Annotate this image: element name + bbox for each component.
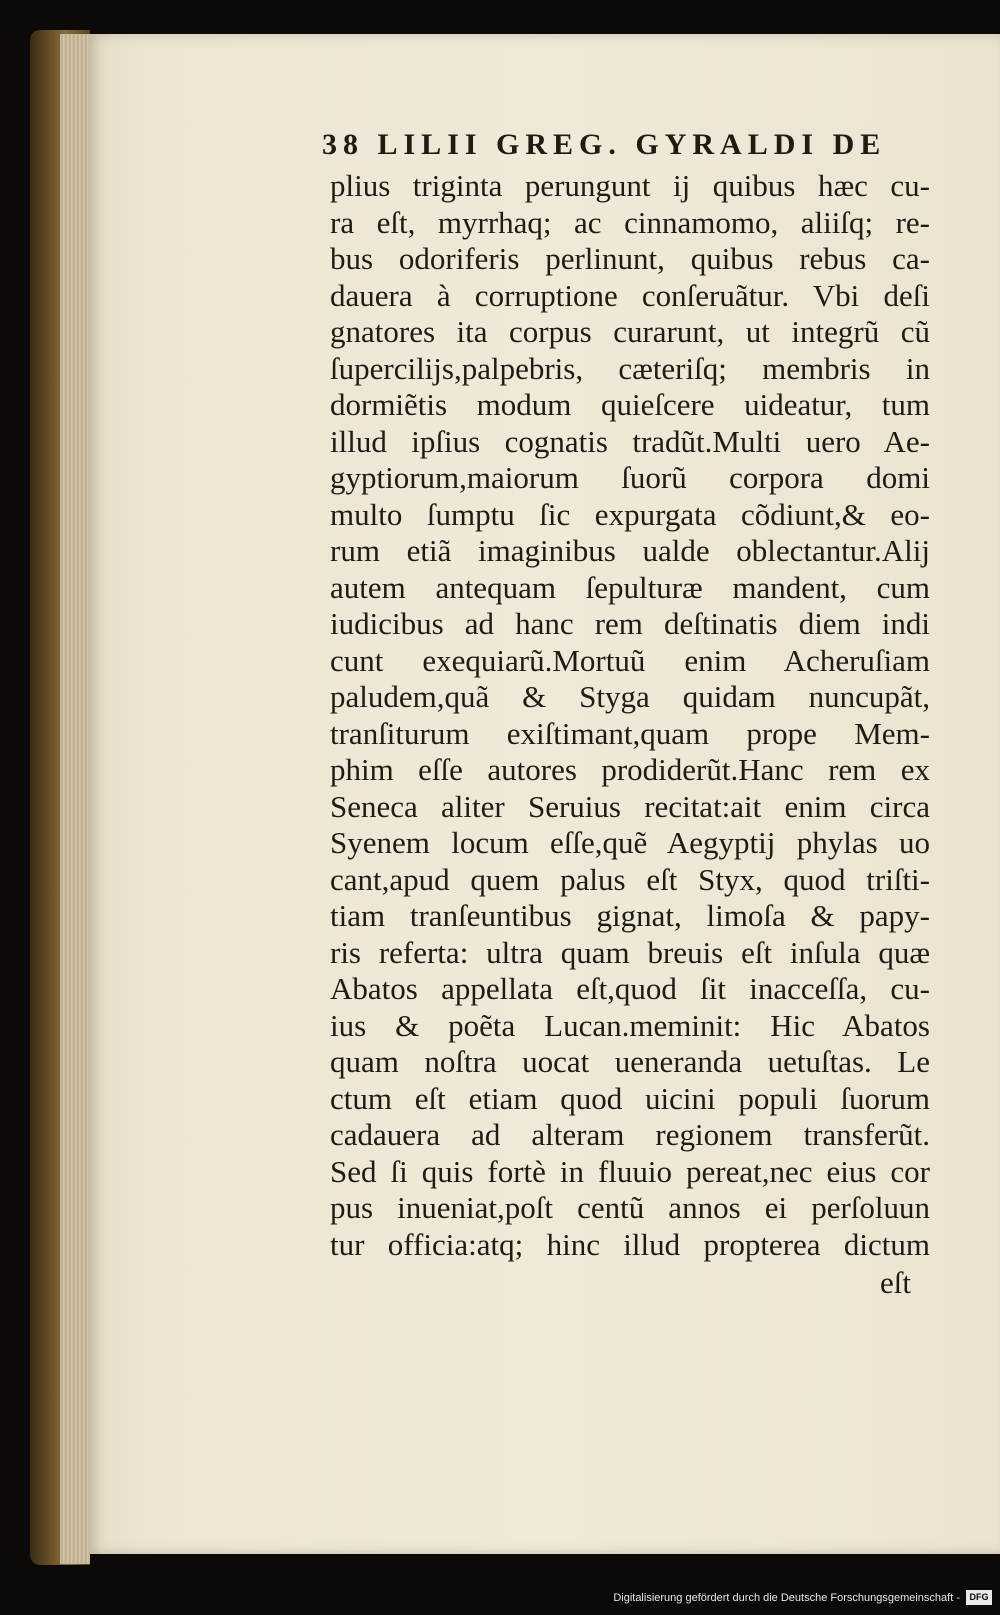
text-line: tranſiturum exiſtimant,quam prope Mem- [330, 715, 930, 751]
text-line: iudicibus ad hanc rem deſtinatis diem indi [330, 606, 930, 641]
text-line: illud ipſius cognatis tradũt.Multi uero Ae- [330, 423, 930, 459]
text-block [330, 168, 930, 1263]
page-edges [60, 34, 90, 1564]
text-line: dormiẽtis modum quieſcere uideatur, tum [330, 387, 930, 422]
digitization-credit: Digitalisierung gefördert durch die Deutsche Forschungsgemeinschaft - [613, 1592, 960, 1604]
text-line: quam noſtra uocat ueneranda uetuſtas. Le [330, 1044, 930, 1079]
text-line: rum etiã imaginibus ualde oblectantur.Alij [330, 533, 930, 568]
text-line: Abatos appellata eſt,quod ſit inacceſſa, cu- [330, 971, 930, 1006]
text-line: Syenem locum eſſe,quẽ Aegyptij phylas uo [330, 825, 930, 860]
dfg-logo: DFG [966, 1590, 992, 1605]
text-line: ris referta: ultra quam breuis eſt inſula quæ [330, 934, 930, 970]
text-line: phim eſſe autores prodiderũt.Hanc rem ex [330, 752, 930, 787]
catchword: eſt [880, 1265, 911, 1300]
text-line: ſupercilijs,palpebris, cæteriſq; membris in [330, 350, 930, 386]
text-line: bus odoriferis perlinunt, quibus rebus ca- [330, 241, 930, 276]
text-line: ctum eſt etiam quod uicini populi ſuorum [330, 1080, 930, 1116]
text-line: cant,apud quem palus eſt Styx, quod triſti- [330, 861, 930, 897]
text-line: Sed ſi quis fortè in fluuio pereat,nec eius cor [330, 1153, 930, 1189]
text-line: pus inueniat,poſt centũ annos ei perſoluun [330, 1190, 930, 1225]
text-line: Seneca aliter Seruius recitat:ait enim circa [330, 788, 930, 824]
text-line: gnatores ita corpus curarunt, ut integrũ cũ [330, 314, 930, 349]
text-line: dauera à corruptione conſeruãtur. Vbi deſi [330, 277, 930, 313]
text-line: autem antequam ſepulturæ mandent, cum [330, 569, 930, 605]
text-line: cadauera ad alteram regionem transferũt. [330, 1117, 930, 1152]
text-line: paludem,quã & Styga quidam nuncupãt, [330, 679, 930, 714]
running-head: 38 LILII GREG. GYRALDI DE [322, 128, 887, 161]
text-line: cunt exequiarũ.Mortuũ enim Acheruſiam [330, 642, 930, 678]
text-line: ra eſt, myrrhaq; ac cinnamomo, aliiſq; re- [330, 204, 930, 240]
text-line: plius triginta perungunt ij quibus hæc cu- [330, 168, 930, 203]
text-line: tur officia:atq; hinc illud propterea dictum [330, 1226, 930, 1262]
text-line: multo ſumptu ſic expurgata cõdiunt,& eo- [330, 496, 930, 532]
text-line: ius & poẽta Lucan.meminit: Hic Abatos [330, 1007, 930, 1043]
text-line: tiam tranſeuntibus gignat, limoſa & papy- [330, 898, 930, 933]
text-line: gyptiorum,maiorum ſuorũ corpora domi [330, 460, 930, 495]
